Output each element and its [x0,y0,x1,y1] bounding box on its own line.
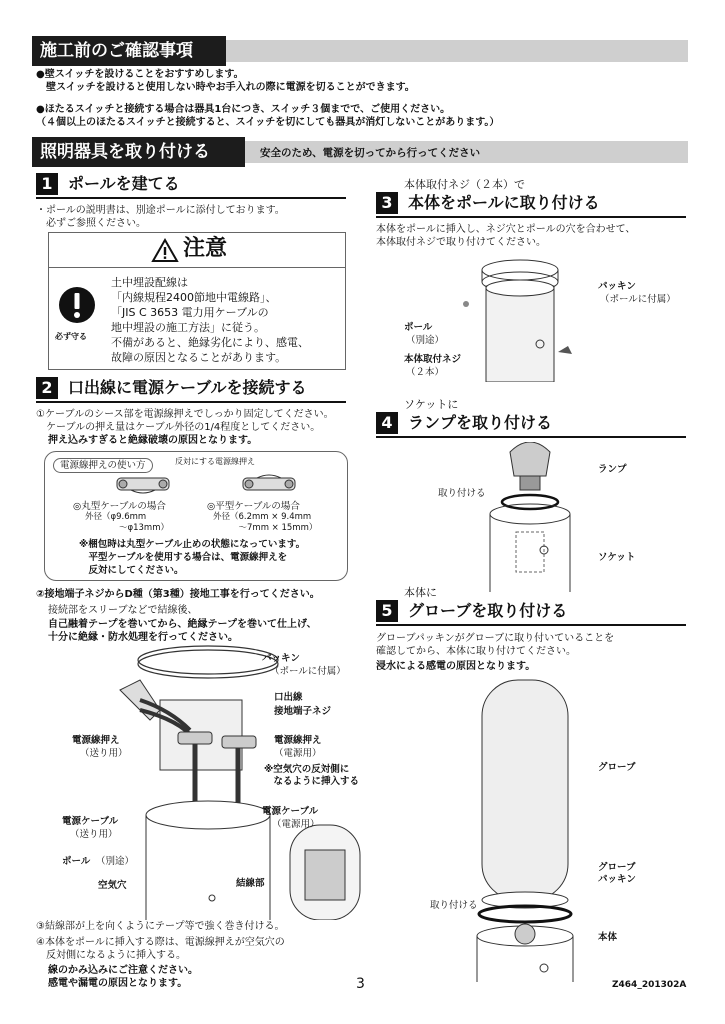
step-number: 3 [376,192,398,214]
step-5-attach-label: 取り付ける [430,900,478,911]
step-1-header [36,173,346,197]
clamp-send-label: 電源線押え [72,735,120,746]
round-cable-dim: 外径（φ9.6mm ～φ13mm） [85,512,169,533]
caution-title: 注意 [183,236,228,261]
ground-screw-label: 接地端子ネジ [274,706,332,717]
step-1-text: ・ポールの説明書は、別途ポールに添付しております。 必ずご参照ください。 [36,205,285,229]
step-2-text-5: ④本体をポールに挿入する際は、電源線押えが空気穴の 反対側になるように挿入する。 [36,937,285,961]
clamp-note-label: ※空気穴の反対側に なるように挿入する [264,764,360,787]
warning-triangle-icon [151,238,179,263]
step-4-pre: ソケットに [404,398,459,411]
step-2-text-2: ②接地端子ネジからD種（第3種）接地工事を行ってください。 [36,589,320,600]
packing-label: パッキン [262,653,300,664]
document-code: Z464_201302A [612,980,687,990]
step-5-warning: 浸水による感電の原因となります。 [376,661,536,672]
cable-send-sub-label: （送り用） [70,829,118,840]
step-3-pole-label: ポール [404,322,433,333]
header-bar-fill [212,40,688,62]
cable-send-label: 電源ケーブル [62,816,119,827]
caution-text: 土中埋設配線は 「内線規程2400節地中電線路」、 「JIS C 3653 電力用ケーブルの 地中埋設の施工方法」に従う。 不備があると、絶縁劣化により、感電、 故障の原因となることがあります。 [111,276,309,364]
pole-label: ポール [62,856,91,867]
divider [376,436,686,438]
joint-label: 結線部 [236,878,265,889]
clamp-usage-title: 電源線押えの使い方 [53,458,153,473]
body-label: 本体 [598,932,618,943]
step-title: グローブを取り付ける [408,601,568,620]
step-3-header [376,192,686,216]
divider [36,401,346,403]
safety-note: 安全のため、電源を切ってから行ってください [260,147,481,159]
packing-sub-label: （ポールに付属） [270,666,346,677]
step-2-text-1: ①ケーブルのシース部を電源線押えでしっかり固定してください。 ケーブルの押え量はケーブル外径の1/4程度としてください。 [36,409,334,433]
must-follow-label: 必ず守る [55,332,87,341]
step-3-screw-sub-label: （２本） [406,367,445,378]
socket-label: ソケット [598,552,636,563]
step-number: 2 [36,377,58,399]
step-3-pre: 本体取付ネジ（２本）で [404,178,525,191]
step-title: ポールを建てる [68,174,180,193]
clamp-power-sub-label: （電源用） [274,748,322,759]
section-header-install [32,137,688,167]
step-number: 4 [376,412,398,434]
divider [376,216,686,218]
step-3-text: 本体をポールに挿入し、ネジ穴とポールの穴を合わせて、 本体取付ネジで取り付けてください。 [376,224,636,248]
divider [36,197,346,199]
step-5-pre: 本体に [404,586,437,599]
cable-power-label: 電源ケーブル [262,806,319,817]
step-number: 5 [376,600,398,622]
step-2-text-3b: 自己融着テープを巻いてから、絶縁テープを巻いて仕上げ、 十分に絶縁・防水処理を行ってください。 [48,619,317,643]
pole-mount-illustration [440,252,600,382]
step-2-warning-1: 押え込みすぎると絶縁破壊の原因となります。 [48,435,258,446]
caution-box [48,232,346,370]
clamp-send-sub-label: （送り用） [80,748,128,759]
flat-cable-label: ◎平型ケーブルの場合 [207,501,300,512]
reverse-clamp-label: 反対にする電源線押え [175,457,255,466]
round-clamp-icon [115,474,171,496]
step-5-header [376,600,686,624]
step-3-packing-label: パッキン [598,281,636,292]
step-4-attach-label: 取り付ける [438,488,486,499]
bullet-wall-switch: ●壁スイッチを設けることをおすすめします。 壁スイッチを設けると使用しない時やお手入れの際に電源を切ることができます。 [36,69,415,93]
step-2-header [36,377,346,401]
step-2-text-4: ③結線部が上を向くようにテープ等で強く巻き付ける。 [36,921,285,932]
step-number: 1 [36,173,58,195]
clamp-power-label: 電源線押え [274,735,322,746]
pole-sub-label: （別途） [96,856,135,867]
step-5-text: グローブパッキンがグローブに取り付いていることを 確認してから、本体に取り付けてください。 [376,633,615,657]
step-3-screw-label: 本体取付ネジ [404,354,462,365]
clamp-note: ※梱包時は丸型ケーブル止めの状態になっています。 平型ケーブルを使用する場合は、電源線押えを 反対にしてください。 [79,539,306,576]
globe-label: グローブ [598,762,636,773]
section-title: 照明器具を取り付ける [32,137,245,167]
flat-clamp-icon [241,474,297,496]
flat-cable-dim: 外径（6.2mm × 9.4mm ～7mm × 15mm） [213,512,318,533]
step-2-text-3: 接続部をスリーブなどで結線後、 [48,605,198,616]
globe-illustration [470,676,580,982]
step-title: 本体をポールに取り付ける [408,193,600,212]
air-hole-label: 空気穴 [98,880,127,891]
step-4-header [376,412,686,436]
step-title: ランプを取り付ける [408,413,553,432]
section-header-precheck [32,36,688,66]
step-2-warning-2: 線のかみ込みにご注意ください。 感電や漏電の原因となります。 [48,965,198,989]
clamp-usage-box [44,451,348,581]
caution-header [49,233,345,268]
step-3-packing-sub-label: （ポールに付属） [600,294,676,305]
bullet-firefly-switch: ●ほたるスイッチと接続する場合は器具1台につき、スイッチ３個までで、ご使用ください。 （４個以上のほたるスイッチと接続すると、スイッチを切にしても器具が消灯しないことがあります。） [36,104,500,128]
step-3-pole-sub-label: （別途） [406,335,445,346]
globe-packing-label: グローブ パッキン [598,862,636,885]
divider [376,624,686,626]
lamp-socket-illustration [480,442,580,592]
must-follow-icon [57,285,97,325]
round-cable-label: ◎丸型ケーブルの場合 [73,501,166,512]
page-number: 3 [356,976,365,992]
lamp-label: ランプ [598,464,627,475]
step-title: 口出線に電源ケーブルを接続する [68,378,307,397]
cable-power-sub-label: （電源用） [272,819,320,830]
leadwire-label: 口出線 [274,692,303,703]
section-title: 施工前のご確認事項 [32,36,226,66]
